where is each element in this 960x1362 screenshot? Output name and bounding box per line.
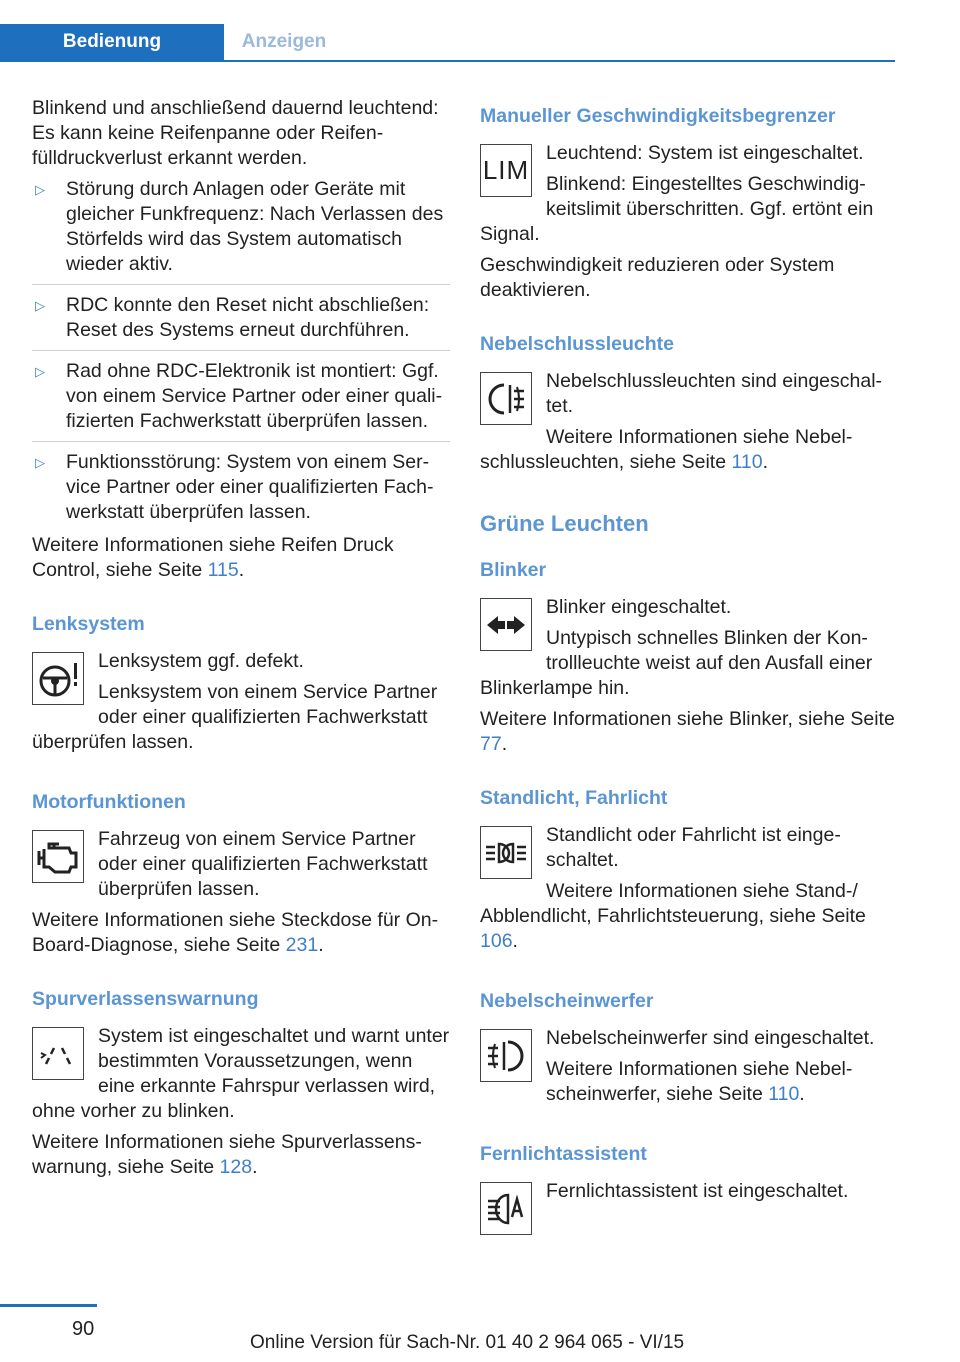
- limiter-text-2: Blinkend: Eingestelltes Geschwindigkeitslimit überschritten. Ggf. ertönt ein Signal.: [480, 173, 874, 245]
- engine-check-icon: [32, 830, 84, 883]
- turn-text-1: Blinker eingeschaltet.: [546, 596, 732, 618]
- list-item: ▷ Funktionsstörung: System von einem Service Partner oder einer qualifizierten Fachwerkstatt überprüfen lassen.: [35, 451, 434, 523]
- section-heading-front-fog: Nebelscheinwerfer: [480, 990, 654, 1012]
- lim-label: LIM: [482, 155, 530, 185]
- page-link[interactable]: 110: [731, 451, 763, 473]
- section-heading-highbeam-assist: Fernlichtassistent: [480, 1143, 647, 1165]
- page-link[interactable]: 106: [480, 930, 513, 952]
- steering-text-1: Lenksystem ggf. defekt.: [98, 650, 304, 672]
- triangle-bullet-icon: ▷: [35, 182, 45, 197]
- tab-anzeigen[interactable]: Anzeigen: [241, 31, 327, 52]
- turn-more-info: Weitere Informationen siehe Blinker, siehe Seite 77.: [480, 708, 895, 755]
- speed-limiter-icon: [480, 144, 532, 197]
- section-heading-rear-fog: Nebelschlussleuchte: [480, 333, 674, 355]
- front-fog-light-icon: [480, 1029, 532, 1082]
- highbeam-assist-lamp-block: [480, 1179, 896, 1239]
- front-fog-text-1: Nebelscheinwerfer sind eingeschaltet.: [546, 1027, 875, 1049]
- left-column: [32, 96, 450, 1180]
- front-fog-lamp-block: [480, 1026, 896, 1113]
- limiter-text-3: Geschwindigkeit reduzieren oder System deaktivieren.: [480, 254, 835, 301]
- lane-lamp-block: [32, 1024, 450, 1130]
- parking-lamp-block: [480, 823, 896, 960]
- steering-text-2: Lenksystem von einem Service Partner oder einer qualifizierten Fachwerkstatt überprüfen lassen.: [32, 681, 438, 753]
- rear-fog-text-1: Nebelschlussleuchten sind eingeschaltet.: [546, 370, 883, 417]
- rdc-intro: Blinkend und anschließend dauernd leuchtend: Es kann keine Reifenpanne oder Reifenfülldruckverlust erkannt werden.: [32, 97, 439, 169]
- rdc-bullet-list: [32, 177, 450, 525]
- highbeam-assist-text-1: Fernlichtassistent ist eingeschaltet.: [546, 1180, 849, 1202]
- parking-light-icon: [480, 826, 532, 879]
- page-link[interactable]: 115: [207, 559, 239, 581]
- section-heading-limiter: Manueller Geschwindigkeitsbegrenzer: [480, 105, 836, 127]
- engine-text-1: Fahrzeug von einem Service Partner oder einer qualifizierten Fachwerkstatt überprüfen lassen.: [98, 828, 428, 900]
- parking-text-1: Standlicht oder Fahrlicht ist eingeschaltet.: [546, 824, 841, 871]
- section-heading-parking: Standlicht, Fahrlicht: [480, 787, 668, 809]
- high-beam-assistant-icon: [480, 1182, 532, 1235]
- page-number: 90: [72, 1318, 95, 1340]
- page-link[interactable]: 231: [285, 934, 319, 956]
- list-item: ▷ RDC konnte den Reset nicht abschließen: Reset des Systems erneut durchführen.: [32, 293, 450, 351]
- lane-departure-icon: [32, 1027, 84, 1080]
- triangle-bullet-icon: ▷: [35, 298, 45, 313]
- lane-text-1: System ist eingeschaltet und warnt unter bestimmten Voraussetzungen, wenn eine erkannte Fahrspur verlassen wird, ohne vorher zu blinken.: [32, 1025, 450, 1122]
- section-heading-lane: Spurverlassenswarnung: [32, 988, 259, 1010]
- parking-more-info: Weitere Informationen siehe Stand-/ Abblendlicht, Fahrlichtsteuerung, siehe Seite 106.: [480, 880, 866, 952]
- page-link[interactable]: 128: [219, 1156, 253, 1178]
- lane-more-info: Weitere Informationen siehe Spurverlassenswarnung, siehe Seite 128.: [32, 1131, 422, 1178]
- footer-version: Online Version für Sach-Nr. 01 40 2 964 065 - VI/15: [250, 1332, 685, 1353]
- steering-wheel-icon: [32, 652, 84, 705]
- rear-fog-more-info: Weitere Informationen siehe Nebelschlussleuchten, siehe Seite 110.: [480, 426, 853, 473]
- section-heading-steering: Lenksystem: [32, 613, 145, 635]
- tab-bedienung[interactable]: Bedienung: [0, 24, 224, 60]
- list-item: ▷ Rad ohne RDC-Elektronik ist montiert: Ggf. von einem Service Partner oder einer qualifizierten Fachwerkstatt überprüfen lassen.: [32, 359, 450, 442]
- turn-signal-icon: [480, 598, 532, 651]
- engine-more-info: Weitere Informationen siehe Steckdose für On-Board-Diagnose, siehe Seite 231.: [32, 909, 439, 956]
- section-heading-turn: Blinker: [480, 559, 547, 581]
- page-number-rule: [0, 1304, 97, 1307]
- turn-text-2: Untypisch schnelles Blinken der Kontrollleuchte weist auf den Ausfall einer Blinkerlampe hin.: [480, 627, 873, 699]
- rear-fog-lamp-block: [480, 369, 896, 481]
- section-heading-engine: Motorfunktionen: [32, 791, 186, 813]
- turn-lamp-block: [480, 595, 896, 707]
- triangle-bullet-icon: ▷: [35, 364, 45, 379]
- front-fog-more-info: Weitere Informationen siehe Nebelscheinwerfer, siehe Seite 110.: [546, 1058, 853, 1105]
- chapter-tabs: [0, 24, 895, 62]
- page-link[interactable]: 77: [480, 733, 502, 755]
- triangle-bullet-icon: ▷: [35, 455, 45, 470]
- steering-lamp-block: [32, 649, 450, 761]
- page-link[interactable]: 110: [768, 1083, 800, 1105]
- list-item: ▷ Störung durch Anlagen oder Geräte mit gleicher Funkfrequenz: Nach Verlassen des Störfelds wird das System automatisch wieder aktiv.: [32, 177, 450, 285]
- limiter-text-1: Leuchtend: System ist eingeschaltet.: [546, 142, 864, 164]
- rear-fog-light-icon: [480, 372, 532, 425]
- rdc-more-info: Weitere Informationen siehe Reifen Druck Control, siehe Seite 115.: [32, 534, 394, 581]
- right-column: [480, 96, 896, 1239]
- engine-lamp-block: [32, 827, 450, 908]
- limiter-lamp-block: [480, 141, 896, 253]
- green-lights-heading: Grüne Leuchten: [480, 511, 649, 536]
